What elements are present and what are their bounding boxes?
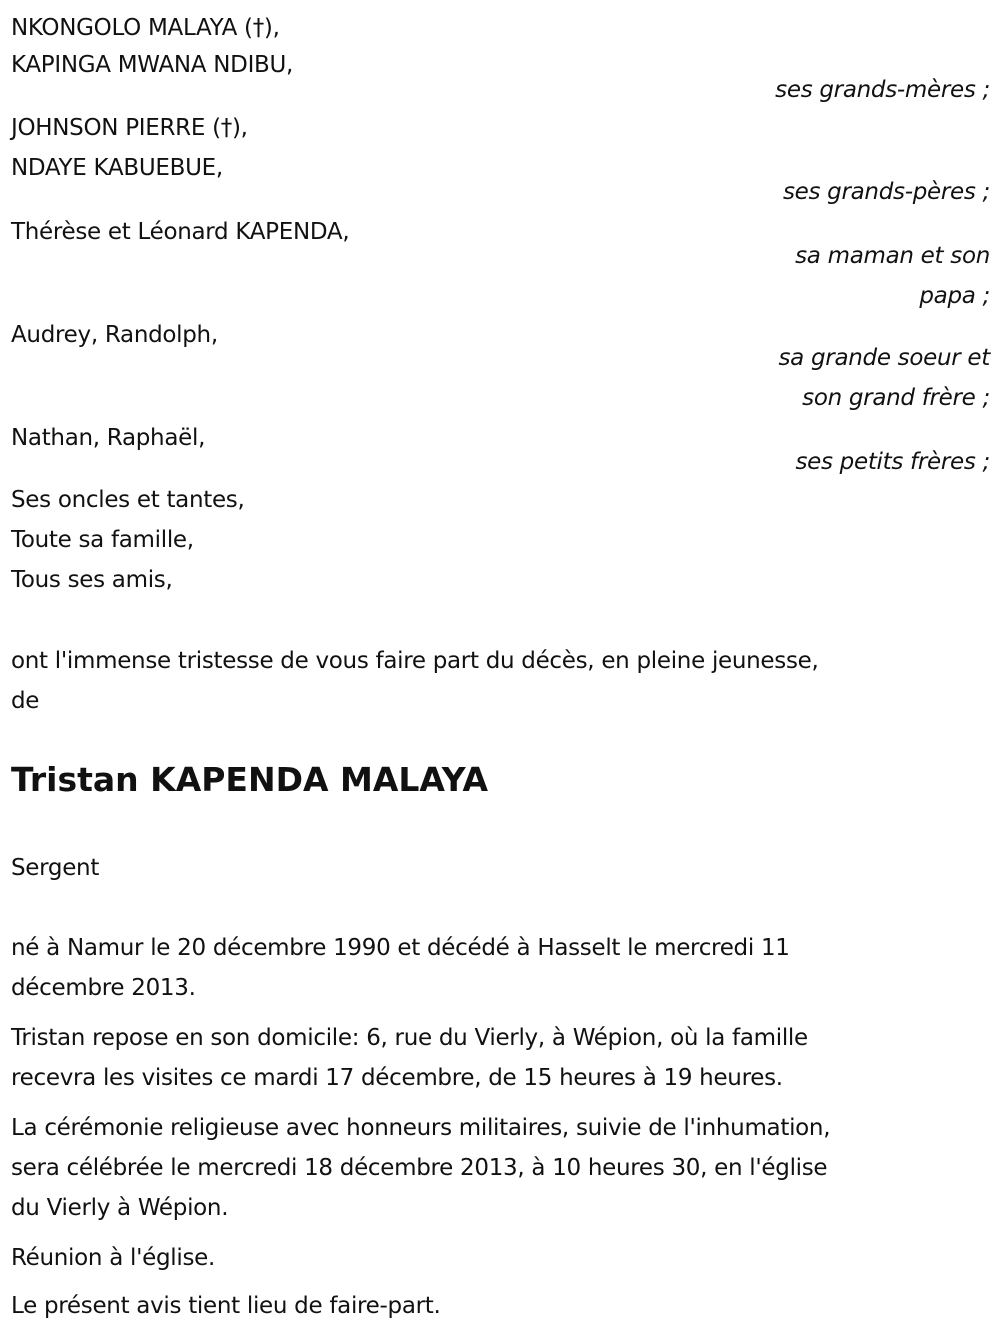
paragraph-line: décembre 2013.: [11, 975, 196, 1001]
family-name: NDAYE KABUEBUE,: [11, 155, 223, 181]
paragraph-line: Tristan repose en son domicile: 6, rue du Vierly, à Wépion, où la famille: [11, 1025, 808, 1051]
announcement-line: ont l'immense tristesse de vous faire part du décès, en pleine jeunesse,: [11, 648, 819, 674]
paragraph-line: Réunion à l'église.: [11, 1245, 215, 1271]
paragraph-line: Le présent avis tient lieu de faire-part.: [11, 1293, 441, 1319]
deceased-name: Tristan KAPENDA MALAYA: [11, 760, 489, 799]
family-relation: son grand frère ;: [802, 385, 990, 411]
family-relation: sa maman et son: [795, 243, 990, 269]
family-name: JOHNSON PIERRE (†),: [11, 115, 248, 141]
family-relation: ses grands-mères ;: [775, 77, 990, 103]
rank: Sergent: [11, 855, 100, 881]
others-line: Ses oncles et tantes,: [11, 487, 245, 513]
others-line: Toute sa famille,: [11, 527, 194, 553]
paragraph-line: sera célébrée le mercredi 18 décembre 2013, à 10 heures 30, en l'église: [11, 1155, 828, 1181]
paragraph-line: La cérémonie religieuse avec honneurs militaires, suivie de l'inhumation,: [11, 1115, 831, 1141]
announcement-line: de: [11, 688, 40, 714]
others-line: Tous ses amis,: [11, 567, 173, 593]
paragraph-line: recevra les visites ce mardi 17 décembre, de 15 heures à 19 heures.: [11, 1065, 783, 1091]
family-relation: papa ;: [919, 283, 990, 309]
family-relation: sa grande soeur et: [778, 345, 990, 371]
family-relation: ses petits frères ;: [795, 449, 990, 475]
family-name: Thérèse et Léonard KAPENDA,: [11, 219, 350, 245]
paragraph-line: du Vierly à Wépion.: [11, 1195, 229, 1221]
family-name: Nathan, Raphaël,: [11, 425, 206, 451]
family-name: NKONGOLO MALAYA (†),: [11, 15, 280, 41]
family-relation: ses grands-pères ;: [782, 179, 990, 205]
family-name: KAPINGA MWANA NDIBU,: [11, 52, 294, 78]
family-name: Audrey, Randolph,: [11, 322, 218, 348]
paragraph-line: né à Namur le 20 décembre 1990 et décédé à Hasselt le mercredi 11: [11, 935, 790, 961]
